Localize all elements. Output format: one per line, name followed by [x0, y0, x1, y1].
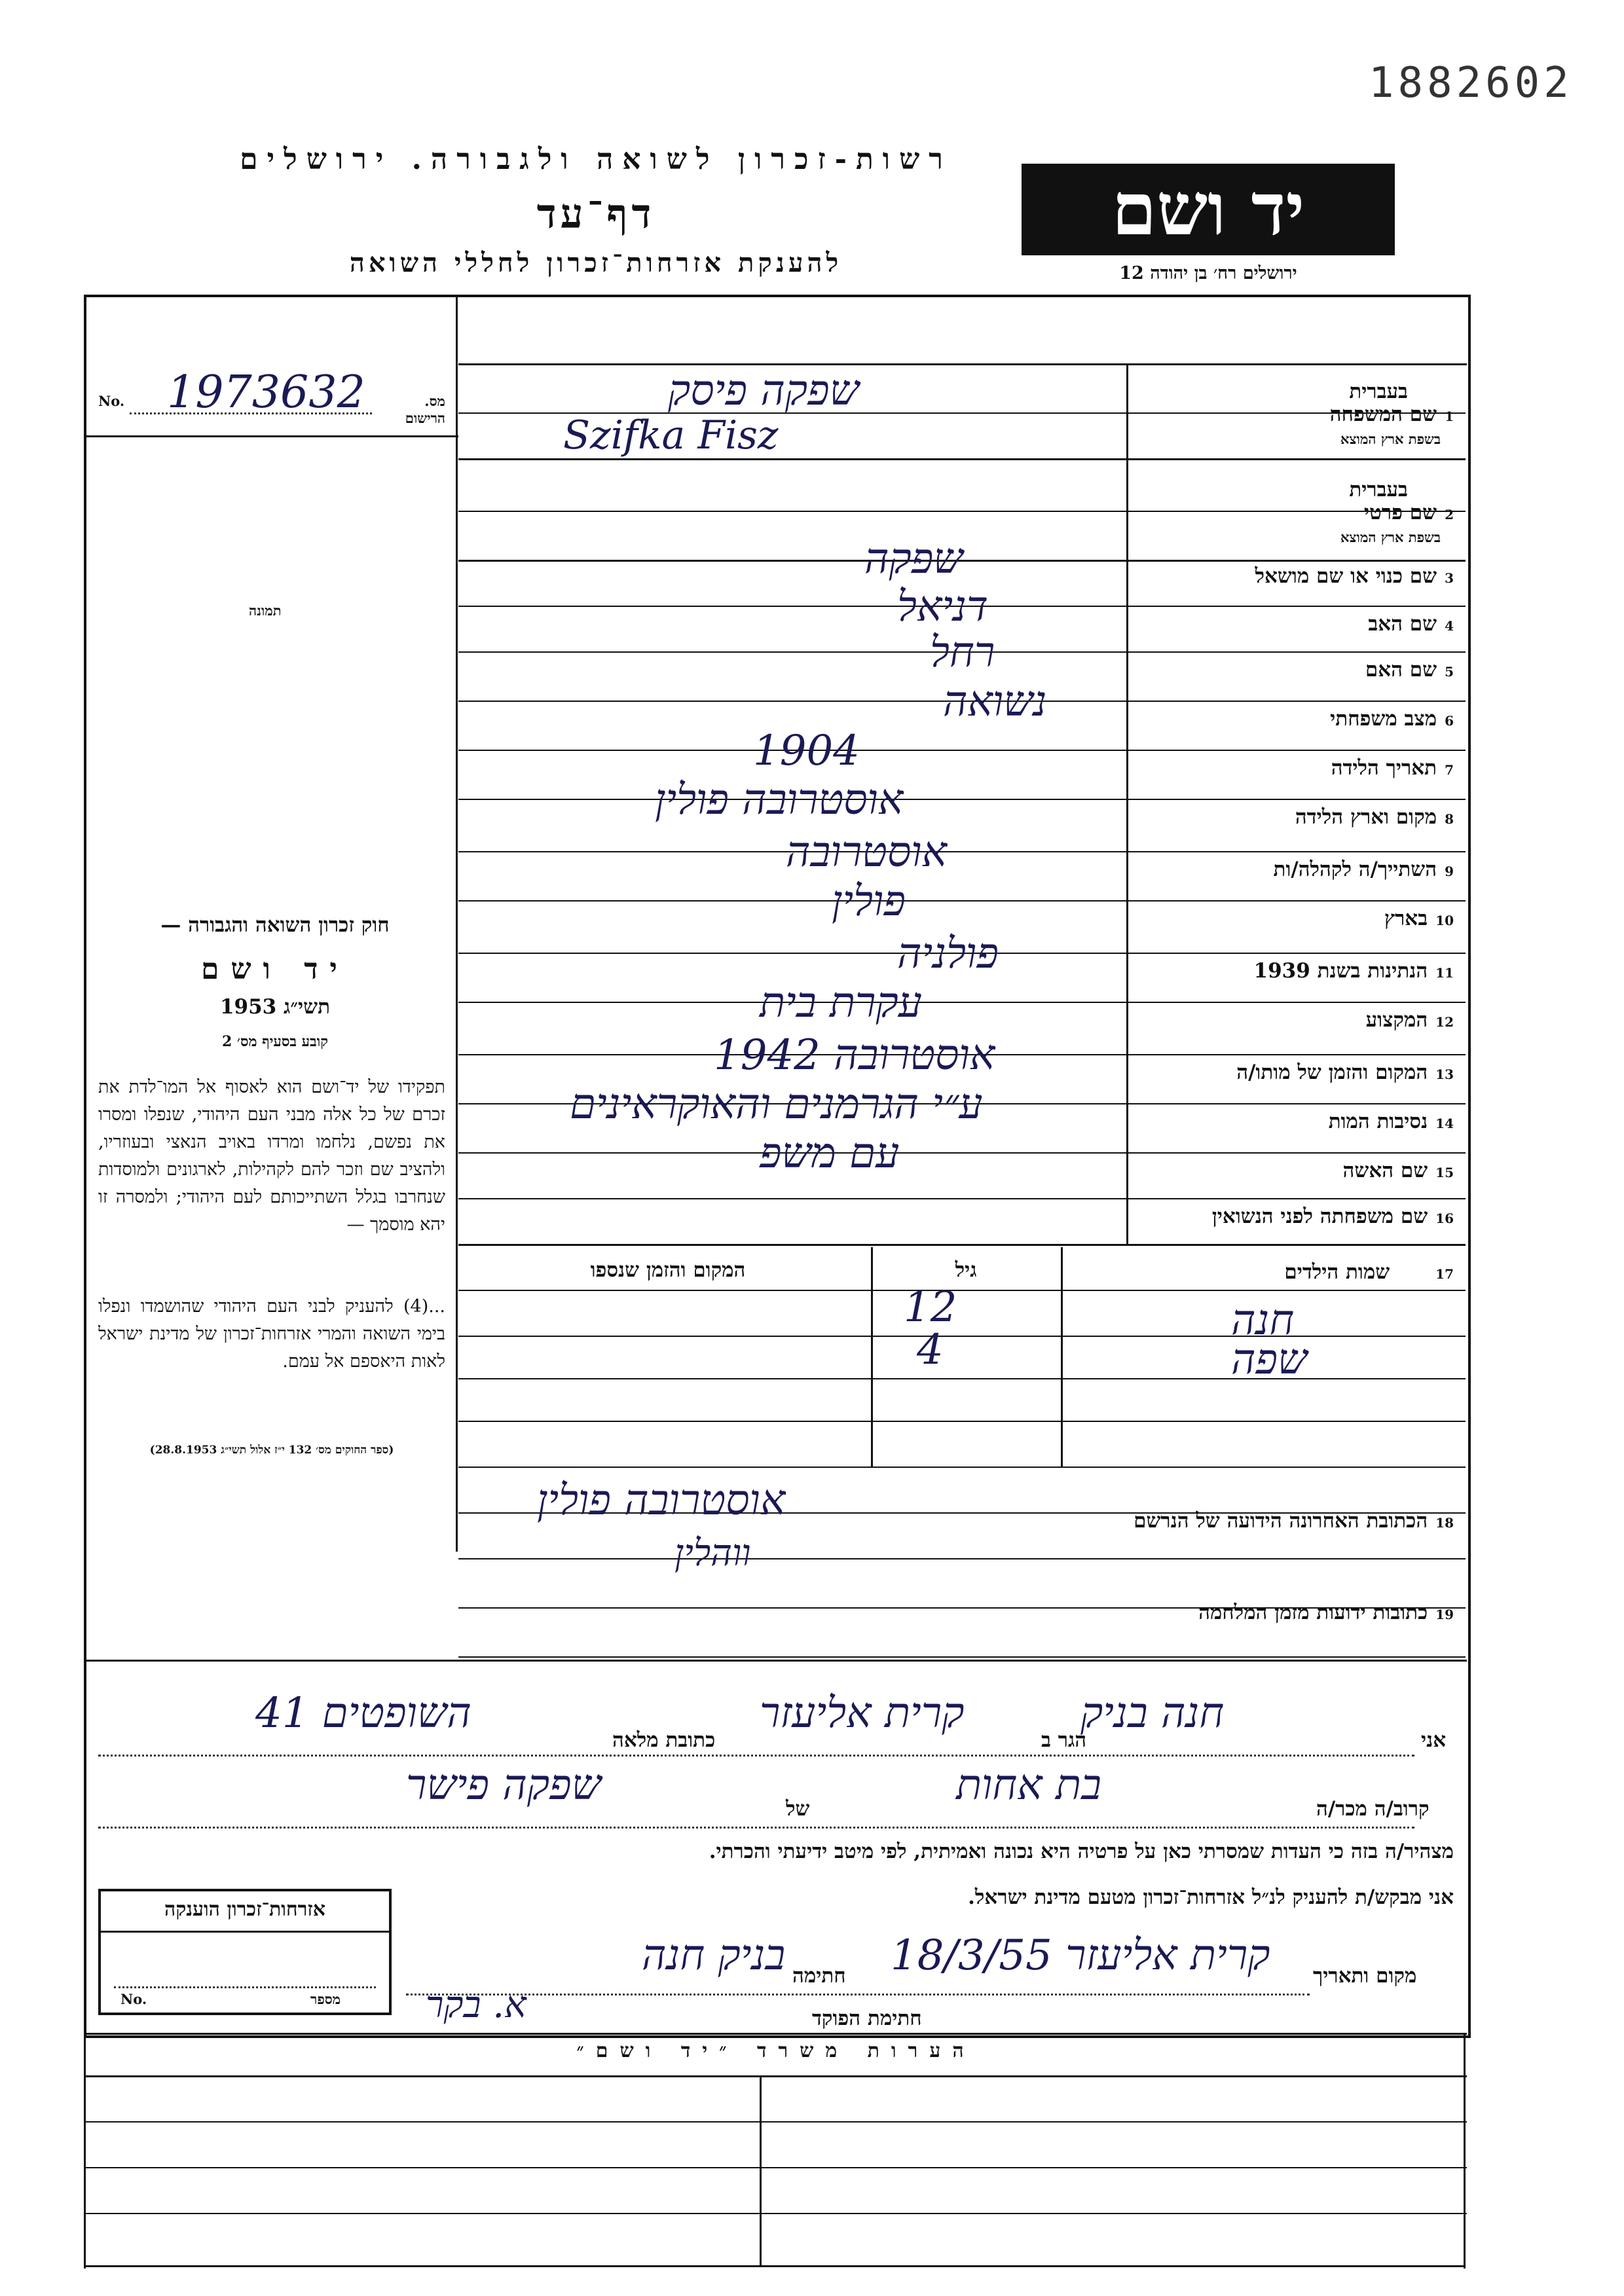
field-row-line: [458, 851, 1466, 852]
children-divider-1: [871, 1247, 873, 1467]
law-clause: קובע בסעיף מס׳ 2: [221, 1033, 329, 1050]
field-6-number: 6: [1445, 713, 1454, 729]
certificate-title: אזרחות־זכרון הוענקה: [164, 1898, 326, 1921]
field-14-value: ע״י הגרמנים והאוקראינים: [570, 1080, 983, 1129]
field-row-line: [458, 799, 1466, 800]
field-12-number: 12: [1435, 1014, 1454, 1030]
law-name: יד ושם: [201, 953, 349, 986]
field-4-label-text: שם האב: [1368, 612, 1437, 636]
decl-statement: מצהיר/ה בזה כי העדות שמסרתי כאן על פרטיה היא נכונה ואמיתית, לפי מיטב ידיעתי והכרתי.: [709, 1840, 1454, 1863]
decl-ani-label: אני: [1421, 1728, 1447, 1752]
field-row-line: [458, 1656, 1466, 1658]
field-10-value: פולין: [832, 877, 906, 926]
field-1-label: 1שם המשפחה: [1329, 403, 1454, 426]
logo-address: ירושלים רח׳ בן יהודה 12: [1119, 263, 1297, 283]
field-row-line: [458, 1290, 1466, 1291]
decl-place-date-label: מקום ותאריך: [1313, 1964, 1417, 1988]
decl-line-2: [98, 1827, 1414, 1829]
field-row-line: [458, 1421, 1466, 1422]
field-16-label: [1139, 1205, 1454, 1228]
decl-of-label: של: [786, 1797, 810, 1821]
field-row-line: [458, 1244, 1466, 1246]
law-source: (ספר החוקים מס׳ 132 י״ז אלול תשי״ג 28.8.1953): [149, 1444, 394, 1457]
certificate-no-label: No.: [120, 1991, 147, 2007]
photo-label: תמונה: [249, 602, 282, 619]
field-18-label: 18הכתובת האחרונה הידועה של הנרשם: [1134, 1509, 1454, 1533]
certificate-number-label: מספר: [310, 1991, 341, 2007]
form-title: דף־עד: [536, 190, 655, 238]
field-13-label-text: המקום והזמן של מותו/ה: [1236, 1061, 1428, 1084]
notes-right-border: [1464, 2033, 1466, 2269]
field-11-value: פולניה: [897, 930, 999, 978]
field-2-label: 2שם פרטי: [1364, 501, 1454, 524]
sidebar-divider: [456, 295, 458, 1552]
field-11-label-text: הנתינות בשנת 1939: [1253, 959, 1428, 983]
decl-request: אני מבקש/ת להעניק לנ״ל אזרחות־זכרון מטעם מדינת ישראל.: [968, 1886, 1454, 1909]
decl-line-1: [98, 1755, 1414, 1757]
field-8-label: [1139, 805, 1454, 829]
field-row-line: [458, 1152, 1466, 1154]
archive-stamp-number: 1882602: [1369, 59, 1573, 107]
notes-top-line: [85, 2033, 1467, 2035]
field-4-value: דניאל: [897, 583, 988, 631]
field-9-label: [1139, 858, 1454, 881]
registration-line: [85, 435, 458, 437]
field-7-label-text: תאריך הלידה: [1331, 756, 1437, 780]
decl-signature-label: חתימה: [792, 1964, 846, 1988]
field-3-number: 3: [1445, 570, 1454, 586]
decl-address-value: השופטים 41: [255, 1689, 471, 1738]
law-year: תשי״ג 1953: [219, 995, 331, 1019]
field-1-sub-native: בשפת ארץ המוצא: [1340, 431, 1441, 447]
certificate-number-dots: [114, 1986, 376, 1988]
decl-relative-label: קרוב/ה מכר/ה: [1316, 1797, 1430, 1821]
notes-line-2: [85, 2167, 1467, 2168]
field-3-label-text: שם כנוי או שם מושאל: [1255, 564, 1437, 588]
notes-line-1: [85, 2121, 1467, 2123]
notes-header-line: [85, 2075, 1467, 2077]
field-14-number: 14: [1435, 1116, 1454, 1131]
field-1-sub-hebrew: בעברית: [1349, 380, 1408, 403]
field-19-label: 19כתובות ידועות מזמן המלחמה: [1198, 1601, 1454, 1624]
field-13-value: 1942 אוסטרובה: [714, 1031, 995, 1080]
field-4-number: 4: [1445, 618, 1454, 634]
field-2-sub-native: בשפת ארץ המוצא: [1340, 529, 1441, 545]
decl-relative-value: בת אחות: [956, 1761, 1101, 1810]
field-1-value-native: Szifka Fisz: [563, 412, 779, 458]
field-2-sub-hebrew: בעברית: [1349, 478, 1408, 501]
field-16-number: 16: [1435, 1211, 1454, 1226]
law-title: חוק זכרון השואה והגבורה —: [160, 913, 390, 937]
field-4-label: [1139, 612, 1454, 636]
field-11-label: [1139, 959, 1454, 983]
notes-left-border: [84, 2033, 86, 2269]
declaration-top-line: [85, 1660, 1467, 1662]
registration-row: [98, 367, 445, 426]
field-5-label: [1139, 658, 1454, 682]
decl-residing-label: הגר ב: [1041, 1728, 1087, 1752]
field-7-number: 7: [1445, 762, 1454, 778]
field-8-label-text: מקום וארץ הלידה: [1295, 805, 1437, 829]
child-2-age: 4: [917, 1326, 944, 1374]
notes-bottom-line: [85, 2265, 1466, 2267]
field-3-value: שפקה: [864, 535, 963, 583]
decl-line-3: [406, 1994, 1310, 1995]
header-row-line: [458, 363, 1467, 365]
field-row-line: [458, 1002, 1466, 1003]
field-15-value: עם משפ: [760, 1129, 900, 1178]
field-13-label: [1139, 1061, 1454, 1084]
office-notes-title: הערות משרד ״יד ושם״: [576, 2039, 976, 2062]
field-row-line: [458, 1378, 1466, 1379]
field-12-value: עקרת בית: [760, 979, 922, 1027]
field-7-label: [1139, 756, 1454, 780]
field-15-label: [1139, 1159, 1454, 1182]
field-5-label-text: שם האם: [1365, 658, 1437, 682]
field-12-label-text: המקצוע: [1365, 1008, 1428, 1032]
field-row-line: [458, 750, 1466, 751]
field-row-line: [458, 900, 1466, 902]
registration-no-label: No.: [98, 393, 125, 409]
child-1-name: חנה: [1231, 1296, 1295, 1345]
field-15-label-text: שם האשה: [1342, 1159, 1428, 1182]
field-5-value: רחל: [930, 629, 995, 677]
certificate-title-underline: [101, 1931, 389, 1933]
field-18-value: אוסטרובה פולין: [537, 1476, 786, 1525]
field-10-label-text: בארץ: [1384, 907, 1428, 930]
field-9-number: 9: [1445, 864, 1454, 879]
field-11-number: 11: [1435, 965, 1454, 981]
field-10-number: 10: [1435, 913, 1454, 928]
field-5-number: 5: [1445, 664, 1454, 680]
registration-label: מס. הרישום: [405, 393, 445, 426]
field-row-line: [458, 1198, 1466, 1199]
field-12-label: [1139, 1008, 1454, 1032]
decl-official-label: חתימת הפוקד: [812, 2007, 922, 2030]
decl-residing-value: קרית אליעזר: [760, 1689, 965, 1738]
field-6-label-text: מצב משפחתי: [1330, 707, 1437, 731]
registration-number: 1973632: [167, 367, 365, 418]
law-paragraph-2: ...(4) להעניק לבני העם היהודי שהושמדו ונפלו בימי השואה והמרי אזרחות־זכרון של מדינת ישראל לאות היאספם אל עמם.: [98, 1296, 445, 1372]
decl-official-value: א. בקר: [426, 1984, 526, 2026]
decl-signature-value: בניק חנה: [642, 1931, 786, 1980]
field-13-number: 13: [1435, 1066, 1454, 1082]
field-row-line: [458, 1336, 1466, 1337]
field-6-label: [1139, 707, 1454, 731]
field-14-label: [1139, 1110, 1454, 1133]
field-10-label: [1139, 907, 1454, 930]
certificate-box: [98, 1889, 392, 2015]
form-subtitle: להענקת אזרחות־זכרון לחללי השואה: [349, 247, 843, 278]
field-6-value: נשואה: [943, 678, 1047, 726]
field-15-number: 15: [1435, 1165, 1454, 1180]
children-divider-2: [1061, 1247, 1063, 1467]
label-column-divider: [1126, 363, 1128, 1244]
yad-vashem-logo: יד ושם: [1022, 164, 1395, 255]
decl-place-date-value: קרית אליעזר 18/3/55: [891, 1931, 1270, 1980]
authority-title: רשות-זכרון לשואה ולגבורה. ירושלים: [240, 143, 952, 176]
field-row-line: [458, 458, 1466, 460]
field-16-label-text: שם משפחתה לפני הנשואין: [1211, 1205, 1428, 1228]
field-14-label-text: נסיבות המות: [1328, 1110, 1428, 1133]
decl-of-value: שפקה פישר: [406, 1761, 601, 1810]
notes-line-3: [85, 2213, 1467, 2214]
field-1-value-hebrew: שפקה פיסק: [668, 367, 859, 415]
field-row-line: [458, 1467, 1466, 1468]
field-7-value: 1904: [753, 727, 860, 775]
children-col-names: 17שמות הילדים: [1284, 1260, 1454, 1284]
field-9-label-text: השתייך/ה לקהלה/ות: [1273, 858, 1437, 881]
law-paragraph-1: תפקידו של יד־ושם הוא לאסוף אל המו־לדת את זכרם של כל אלה מבני העם היהודי, שנפלו ומסרו את נפשם, נלחמו ומרדו באויב הנאצי ובעוזריו, ולהציב שם וזכר להם לקהילות, לארגונים ולמוסדות שנחרבו בגלל השתייכותם לעם היהודי; ולמסרה זו יהא מוסמך —: [98, 1077, 445, 1235]
field-18-value-2: ווהלין: [674, 1532, 751, 1575]
child-2-name: שפה: [1231, 1336, 1308, 1384]
field-8-number: 8: [1445, 811, 1454, 827]
children-col-age: גיל: [955, 1258, 977, 1282]
field-8-value: אוסטרובה פולין: [655, 776, 904, 824]
field-row-line: [458, 1558, 1466, 1559]
field-9-value: אוסטרובה: [786, 828, 947, 877]
decl-ani-value: חנה בניק: [1080, 1689, 1225, 1738]
field-3-label: [1139, 564, 1454, 588]
child-1-age: 12: [904, 1283, 957, 1332]
children-col-place: המקום והזמן שנספו: [590, 1258, 746, 1282]
notes-divider: [760, 2075, 762, 2265]
decl-address-label: כתובת מלאה: [612, 1728, 716, 1752]
